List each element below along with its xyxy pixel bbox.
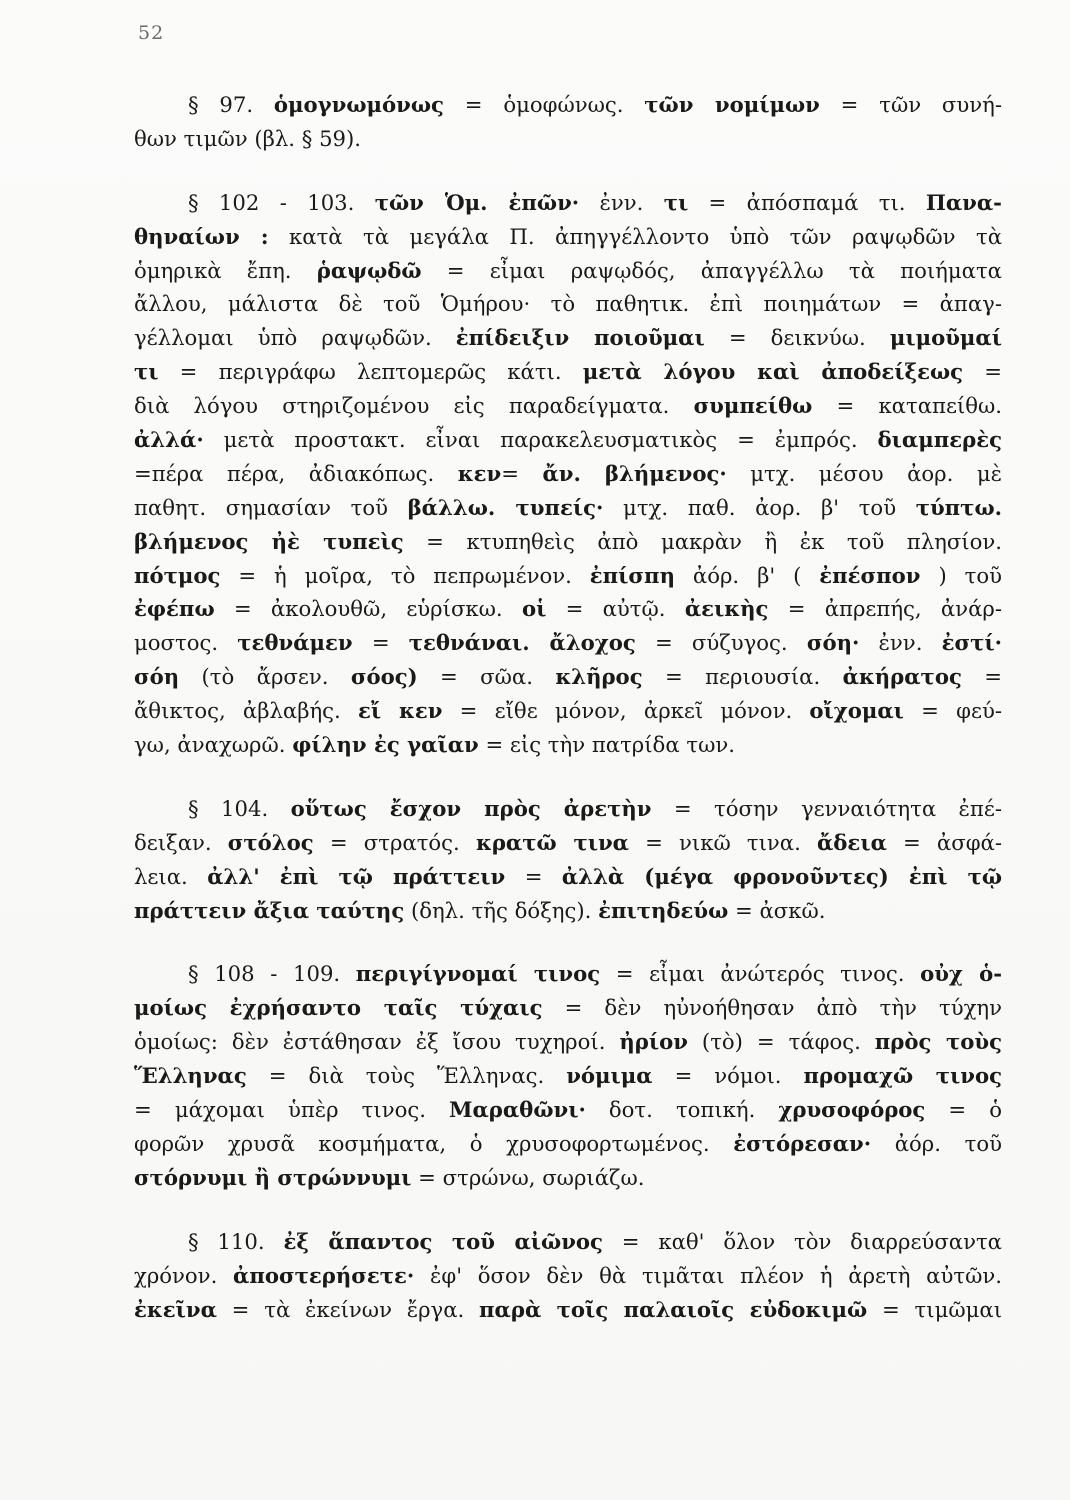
headword: πρὸς τοὺς: [874, 1029, 1002, 1055]
gloss-text: = μάχομαι ὑπὲρ τινος.: [134, 1097, 450, 1123]
text-line: [134, 525, 1002, 559]
headword: στόρνυμι ἢ στρώννυμι: [134, 1164, 412, 1190]
headword: ἐπίδειξιν ποιοῦμαι: [455, 325, 705, 351]
headword: ἀεικὴς: [684, 596, 769, 622]
headword: σόη·: [806, 630, 860, 656]
headword: τύπτω.: [915, 494, 1002, 520]
text-line: [134, 1259, 1002, 1293]
text-line: [134, 1059, 1002, 1093]
gloss-text: (τὸ ἄρσεν.: [179, 664, 351, 690]
gloss-text: § 104.: [188, 795, 291, 821]
gloss-text: = φεύ-: [903, 698, 1002, 724]
text-line: [134, 491, 1002, 525]
gloss-text: ἐνν.: [859, 630, 942, 656]
gloss-text: μοστος.: [134, 630, 238, 656]
headword: παρὰ τοῖς παλαιοῖς εὐδοκιμῶ: [479, 1296, 868, 1322]
gloss-text: = δεικνύω.: [704, 325, 890, 351]
text-line: [134, 660, 1002, 694]
text-line: [134, 186, 1002, 220]
headword: Ἕλληνας: [134, 1063, 247, 1089]
text-line: [134, 321, 1002, 355]
headword: ἀλλ' ἐπὶ τῷ πράττειν: [207, 863, 506, 889]
headword: ἐκεῖνα: [134, 1296, 217, 1322]
section-s104: [134, 792, 1002, 928]
gloss-text: § 108 - 109.: [188, 961, 356, 987]
headword: συμπείθω: [693, 393, 813, 419]
gloss-text: διὰ λόγου στηριζομένου εἰς παραδείγματα.: [134, 393, 694, 419]
headword: σόη: [134, 664, 180, 690]
gloss-text: κατὰ τὰ μεγάλα Π. ἀπηγγέλλοντο ὑπὸ τῶν ραψῳδῶν τὰ: [268, 223, 1002, 249]
gloss-text: = εἰς τὴν πατρίδα των.: [478, 732, 735, 758]
gloss-text: = τόσην γενναιότητα ἐπέ-: [651, 795, 1002, 821]
headword: φίλην ἐς γαῖαν: [292, 732, 479, 758]
text-line: [134, 1225, 1002, 1259]
text-line: [134, 860, 1002, 894]
gloss-text: = εἴθε μόνον, ἀρκεῖ μόνον.: [442, 698, 810, 724]
headword: Μαραθῶνι·: [449, 1097, 586, 1123]
gloss-text: = καταπείθω.: [812, 393, 1002, 419]
text-line: [134, 991, 1002, 1025]
section-s110: [134, 1225, 1002, 1327]
gloss-text: λεια.: [134, 863, 208, 889]
gloss-text: (δηλ. τῆς δόξης).: [404, 897, 599, 923]
headword: πότμος: [134, 562, 221, 588]
gloss-text: = σύζυγος.: [635, 630, 807, 656]
text-line: [134, 355, 1002, 389]
headword: ἠρίον: [619, 1029, 688, 1055]
headword: οὕτως ἔσχον πρὸς ἀρετὴν: [290, 795, 652, 821]
headword: στόλος: [227, 829, 314, 855]
headword: πράττειν ἄξια ταύτης: [134, 897, 405, 923]
headword: ἐστί·: [941, 630, 1002, 656]
gloss-text: ὁμοίως: δὲν ἐστάθησαν ἐξ ἴσου τυχηροί.: [134, 1029, 620, 1055]
headword: ῥαψῳδῶ: [316, 257, 422, 283]
headword: τι: [134, 359, 159, 385]
text-line: [134, 957, 1002, 991]
headword: θηναίων :: [134, 223, 269, 249]
headword: χρυσοφόρος: [778, 1097, 926, 1123]
text-line: [134, 1293, 1002, 1327]
gloss-text: = ἀπόσπαμά τι.: [688, 189, 926, 215]
text-line: [134, 220, 1002, 254]
gloss-text: ἀόρ. τοῦ: [871, 1130, 1002, 1156]
headword: ἐφέπω: [134, 596, 215, 622]
headword: σόος): [350, 664, 418, 690]
text-line: [134, 1127, 1002, 1161]
gloss-text: = στρατός.: [313, 829, 476, 855]
gloss-text: =: [505, 863, 562, 889]
gloss-text: = ἀσφά-: [886, 829, 1002, 855]
headword: τεθνάμεν: [237, 630, 353, 656]
commentary-text: [134, 88, 1002, 1356]
text-line: [134, 88, 1002, 122]
text-line: [134, 728, 1002, 762]
gloss-text: = διὰ τοὺς Ἕλληνας.: [246, 1063, 567, 1089]
headword: Πανα-: [925, 189, 1002, 215]
text-line: [134, 694, 1002, 728]
text-line: [134, 792, 1002, 826]
gloss-text: δοτ. τοπική.: [585, 1097, 779, 1123]
gloss-text: ἄθικτος, ἀβλαβής.: [134, 698, 358, 724]
headword: κλῆρος: [555, 664, 643, 690]
headword: μιμοῦμαί: [889, 325, 1002, 351]
text-line: [134, 826, 1002, 860]
gloss-text: ὁμηρικὰ ἔπη.: [134, 257, 317, 283]
text-line: [134, 592, 1002, 626]
gloss-text: =: [352, 630, 409, 656]
gloss-text: =: [963, 359, 1002, 385]
gloss-text: = τὰ ἐκείνων ἔργα.: [216, 1296, 480, 1322]
text-line: [134, 559, 1002, 593]
gloss-text: = ἡ μοῖρα, τὸ πεπρωμένον.: [220, 562, 590, 588]
text-line: [134, 122, 1002, 156]
headword: ἄν. βλήμενος·: [542, 460, 727, 486]
gloss-text: θων τιμῶν (βλ. § 59).: [134, 125, 362, 151]
gloss-text: = αὐτῷ.: [546, 596, 685, 622]
gloss-text: γω, ἀναχωρῶ.: [134, 732, 293, 758]
gloss-text: = κτυπηθεὶς ἀπὸ μακρὰν ἢ ἐκ τοῦ πλησίον.: [403, 528, 1002, 554]
text-line: [134, 894, 1002, 928]
headword: ἐπίσπη: [589, 562, 675, 588]
gloss-text: μτχ. παθ. ἀορ. β' τοῦ: [603, 494, 916, 520]
page-number: 52: [138, 22, 165, 44]
gloss-text: μτχ. μέσου ἀορ. μὲ: [726, 460, 1002, 486]
gloss-text: (τὸ) = τάφος.: [687, 1029, 875, 1055]
gloss-text: = περιγράφω λεπτομερῶς κάτι.: [158, 359, 583, 385]
gloss-text: = νικῶ τινα.: [628, 829, 817, 855]
gloss-text: ἐφ' ὅσον δὲν θὰ τιμᾶται πλέον ἡ ἀρετὴ αὐτῶν.: [414, 1262, 1002, 1288]
headword: ὁμογνωμόνως: [273, 92, 444, 117]
headword: οἱ: [521, 596, 547, 622]
headword: μετὰ λόγου καὶ ἀποδείξεως: [582, 359, 964, 385]
text-line: [134, 254, 1002, 288]
gloss-text: § 97.: [188, 92, 274, 117]
gloss-text: = ὁ: [925, 1097, 1002, 1123]
gloss-text: ἐνν.: [579, 189, 664, 215]
gloss-text: = ἀσκῶ.: [728, 897, 826, 923]
text-line: [134, 389, 1002, 423]
gloss-text: =: [501, 460, 543, 486]
gloss-text: φορῶν χρυσᾶ κοσμήματα, ὁ χρυσοφορτωμένος.: [134, 1130, 734, 1156]
section-s102: [134, 186, 1002, 762]
gloss-text: = νόμοι.: [652, 1063, 804, 1089]
headword: οὐχ ὁ-: [920, 961, 1002, 987]
gloss-text: § 110.: [188, 1228, 284, 1254]
headword: ἐπέσπον: [819, 562, 921, 588]
headword: βάλλω. τυπείς·: [407, 494, 604, 520]
gloss-text: = τῶν συνή-: [819, 92, 1002, 117]
headword: εἴ κεν: [357, 698, 443, 724]
gloss-text: = σῶα.: [417, 664, 556, 690]
gloss-text: = ἀπρεπής, ἀνάρ-: [768, 596, 1002, 622]
gloss-text: =: [961, 664, 1002, 690]
headword: περιγίγνομαί τινος: [355, 961, 601, 987]
headword: νόμιμα: [566, 1063, 653, 1089]
section-s108: [134, 957, 1002, 1194]
gloss-text: = ὁμοφώνως.: [443, 92, 645, 117]
headword: τεθνάναι. ἄλοχος: [408, 630, 636, 656]
gloss-text: ) τοῦ: [920, 562, 1002, 588]
gloss-text: § 102 - 103.: [188, 189, 375, 215]
headword: οἴχομαι: [809, 698, 904, 724]
gloss-text: = στρώνω, σωριάζω.: [411, 1164, 645, 1190]
text-line: [134, 1161, 1002, 1195]
gloss-text: = περιουσία.: [642, 664, 843, 690]
text-line: [134, 287, 1002, 321]
headword: ἐξ ἅπαντος τοῦ αἰῶνος: [283, 1228, 603, 1254]
text-line: [134, 626, 1002, 660]
headword: κρατῶ τινα: [475, 829, 629, 855]
gloss-text: ἀόρ. β' (: [674, 562, 820, 588]
gloss-text: = τιμῶμαι: [867, 1296, 1002, 1322]
gloss-text: = δὲν ηὐνοήθησαν ἀπὸ τὴν τύχην: [542, 995, 1002, 1021]
headword: διαμπερὲς: [877, 427, 1002, 453]
gloss-text: γέλλομαι ὑπὸ ραψῳδῶν.: [134, 325, 456, 351]
headword: ἀλλά·: [134, 427, 204, 453]
headword: βλήμενος ἠὲ τυπεὶς: [134, 528, 404, 554]
text-line: [134, 1093, 1002, 1127]
headword: τῶν Ὁμ. ἐπῶν·: [374, 189, 580, 215]
gloss-text: = εἶμαι ραψῳδός, ἀπαγγέλλω τὰ ποιήματα: [421, 257, 1002, 283]
headword: μοίως ἐχρήσαντο ταῖς τύχαις: [134, 995, 543, 1021]
headword: προμαχῶ τινος: [803, 1063, 1002, 1089]
headword: ἐστόρεσαν·: [733, 1130, 872, 1156]
gloss-text: χρόνον.: [134, 1262, 234, 1288]
gloss-text: = ἀκολουθῶ, εὑρίσκω.: [214, 596, 522, 622]
text-line: [134, 1025, 1002, 1059]
gloss-text: =πέρα πέρα, ἀδιακόπως.: [134, 460, 458, 486]
headword: τι: [663, 189, 689, 215]
section-s97: [134, 88, 1002, 156]
gloss-text: παθητ. σημασίαν τοῦ: [134, 494, 408, 520]
text-line: [134, 457, 1002, 491]
gloss-text: μετὰ προστακτ. εἶναι παρακελευσματικὸς = ἐμπρός.: [203, 427, 878, 453]
gloss-text: = καθ' ὅλον τὸν διαρρεύσαντα: [602, 1228, 1002, 1254]
gloss-text: δειξαν.: [134, 829, 228, 855]
headword: ἄδεια: [817, 829, 887, 855]
gloss-text: ἄλλου, μάλιστα δὲ τοῦ Ὁμήρου· τὸ παθητικ. ἐπὶ ποιημάτων = ἀπαγ-: [134, 291, 1002, 317]
text-line: [134, 423, 1002, 457]
headword: κεν: [457, 460, 502, 486]
gloss-text: = εἶμαι ἀνώτερός τινος.: [600, 961, 921, 987]
headword: ἀλλὰ (μέγα φρονοῦντες) ἐπὶ τῷ: [561, 863, 1002, 889]
headword: ἀποστερήσετε·: [233, 1262, 415, 1288]
headword: ἀκήρατος: [842, 664, 962, 690]
headword: ἐπιτηδεύω: [598, 897, 729, 923]
headword: τῶν νομίμων: [644, 92, 820, 117]
